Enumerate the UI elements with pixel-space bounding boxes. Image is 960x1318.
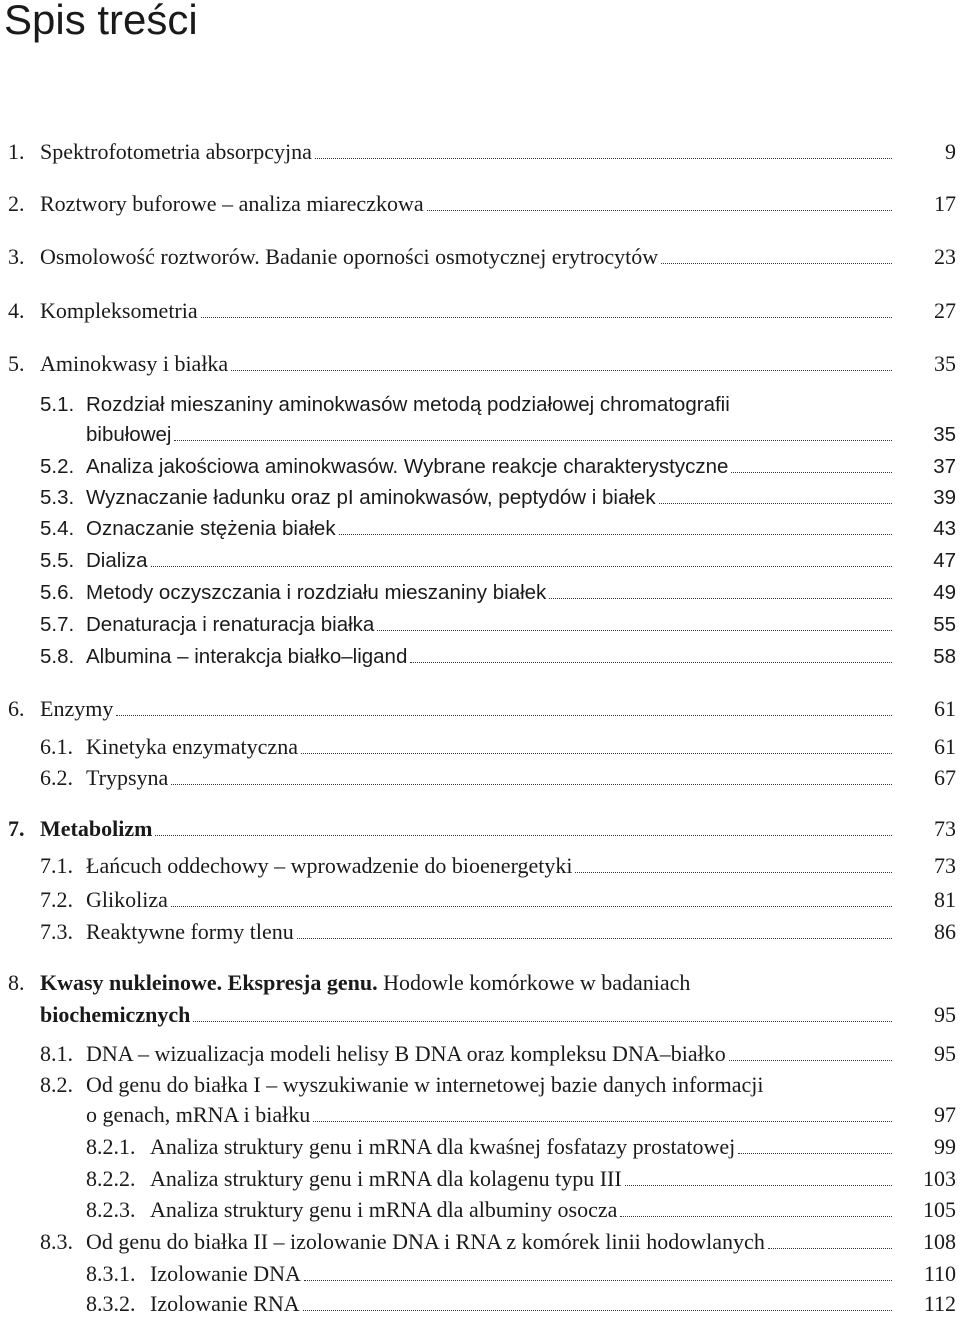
toc-entry[interactable]	[150, 1133, 896, 1161]
toc-page-number: 35	[933, 423, 956, 446]
toc-entry-number: 5.7.	[40, 613, 75, 636]
dot-leader	[151, 566, 892, 567]
toc-page-number: 99	[934, 1134, 956, 1159]
toc-entry-number: 5.5.	[40, 549, 75, 572]
dot-leader	[301, 753, 892, 754]
toc-entry[interactable]	[40, 190, 896, 218]
toc-entry[interactable]	[40, 297, 896, 325]
toc-entry[interactable]	[86, 1071, 956, 1099]
toc-entry-number: 3.	[8, 244, 25, 269]
toc-entry[interactable]	[150, 1290, 896, 1318]
toc-entry-number: 8.3.2.	[86, 1291, 136, 1316]
dot-leader	[304, 1280, 892, 1281]
toc-entry-number: 2.	[8, 191, 25, 216]
toc-entry-title: Kinetyka enzymatyczna	[86, 734, 298, 759]
toc-page-number: 86	[934, 919, 956, 944]
dot-leader	[738, 1153, 892, 1154]
toc-entry-number: 7.2.	[40, 887, 73, 912]
toc-entry-continuation[interactable]	[40, 1001, 896, 1029]
toc-entry-title: DNA – wizualizacja modeli helisy B DNA oraz kompleksu DNA–białko	[86, 1041, 726, 1066]
toc-entry-title: Analiza jakościowa aminokwasów. Wybrane reakcje charakterystyczne	[86, 455, 729, 478]
dot-leader	[116, 715, 892, 716]
toc-page-number: 103	[923, 1166, 956, 1191]
toc-entry-title: Łańcuch oddechowy – wprowadzenie do bioenergetyki	[86, 853, 573, 878]
dot-leader	[661, 263, 892, 264]
dot-leader	[231, 370, 892, 371]
toc-entry[interactable]	[86, 852, 896, 880]
dot-leader	[339, 534, 892, 535]
toc-entry[interactable]	[86, 733, 896, 761]
toc-entry-title: Analiza struktury genu i mRNA dla kolagenu typu III	[150, 1166, 622, 1191]
toc-entry-number: 1.	[8, 139, 25, 164]
toc-entry-title: Analiza struktury genu i mRNA dla albuminy osocza	[150, 1197, 618, 1222]
toc-page-number: 73	[934, 853, 956, 878]
toc-entry-number: 8.3.	[40, 1229, 73, 1254]
toc-entry-title-continuation: bibułowej	[86, 423, 172, 446]
toc-entry-continuation[interactable]	[86, 1101, 896, 1129]
toc-page-number: 58	[933, 645, 956, 668]
toc-entry-number: 6.	[8, 696, 25, 721]
dot-leader	[575, 872, 892, 873]
toc-page-number: 39	[933, 486, 956, 509]
toc-entry-title: Dializa	[86, 549, 148, 572]
dot-leader	[410, 662, 892, 663]
toc-entry-title: Metabolizm	[40, 816, 153, 841]
toc-page-number: 35	[934, 351, 956, 376]
toc-entry[interactable]	[150, 1260, 896, 1288]
toc-page-number: 95	[934, 1002, 956, 1027]
toc-entry-continuation[interactable]	[86, 421, 896, 449]
toc-entry[interactable]	[86, 886, 896, 914]
toc-page-number: 108	[923, 1229, 956, 1254]
toc-entry[interactable]	[86, 611, 896, 639]
toc-entry[interactable]	[40, 815, 896, 843]
dot-leader	[768, 1248, 892, 1249]
toc-entry-title-continuation: o genach, mRNA i białku	[86, 1102, 311, 1127]
toc-entry-title: Rozdział mieszaniny aminokwasów metodą podziałowej chromatografii	[86, 393, 730, 416]
toc-entry[interactable]	[86, 1040, 896, 1068]
dot-leader	[171, 906, 892, 907]
dot-leader	[171, 784, 892, 785]
toc-entry-title: Izolowanie RNA	[150, 1291, 300, 1316]
toc-entry-number: 8.1.	[40, 1041, 73, 1066]
toc-entry[interactable]	[40, 243, 896, 271]
dot-leader	[297, 938, 892, 939]
toc-entry-title: Od genu do białka II – izolowanie DNA i RNA z komórek linii hodowlanych	[86, 1229, 765, 1254]
toc-page-number: 61	[934, 734, 956, 759]
toc-entry[interactable]	[86, 579, 896, 607]
toc-entry-number: 8.3.1.	[86, 1261, 136, 1286]
toc-entry-number: 5.	[8, 351, 25, 376]
dot-leader	[377, 630, 892, 631]
toc-entry-number: 8.	[8, 970, 25, 995]
toc-entry-number: 5.6.	[40, 581, 75, 604]
toc-entry-title: Analiza struktury genu i mRNA dla kwaśnej fosfatazy prostatowej	[150, 1134, 736, 1159]
toc-entry[interactable]	[150, 1196, 896, 1224]
dot-leader	[313, 1121, 892, 1122]
toc-entry-number: 8.2.1.	[86, 1134, 136, 1159]
dot-leader	[549, 598, 892, 599]
toc-entry-title: Wyznaczanie ładunku oraz pI aminokwasów, peptydów i białek	[86, 486, 656, 509]
toc-entry-title: Osmolowość roztworów. Badanie oporności osmotycznej erytrocytów	[40, 244, 659, 269]
toc-entry-number: 6.2.	[40, 765, 73, 790]
toc-page-number: 110	[923, 1261, 956, 1286]
toc-page-number: 23	[934, 244, 956, 269]
toc-page-number: 112	[923, 1291, 956, 1316]
toc-entry-title: Spektrofotometria absorpcyjna	[40, 139, 312, 164]
toc-page-number: 49	[933, 581, 956, 604]
toc-page-number: 27	[934, 298, 956, 323]
toc-entry-title: Oznaczanie stężenia białek	[86, 517, 336, 540]
toc-entry[interactable]	[86, 1228, 896, 1256]
toc-entry-title: Reaktywne formy tlenu	[86, 919, 294, 944]
toc-entry[interactable]	[86, 391, 956, 419]
toc-entry-number: 8.2.	[40, 1072, 73, 1097]
toc-page-number: 95	[934, 1041, 956, 1066]
toc-entry[interactable]	[86, 764, 896, 792]
dot-leader	[729, 1060, 892, 1061]
dot-leader	[625, 1185, 892, 1186]
dot-leader	[659, 503, 892, 504]
dot-leader	[174, 440, 892, 441]
toc-entry[interactable]	[40, 138, 896, 166]
toc-entry-title: Kwasy nukleinowe. Ekspresja genu. Hodowle komórkowe w badaniach	[40, 970, 691, 995]
toc-entry-number: 5.3.	[40, 486, 75, 509]
toc-entry-title-continuation: biochemicznych	[40, 1002, 191, 1027]
dot-leader	[193, 1021, 892, 1022]
toc-entry[interactable]	[40, 969, 956, 997]
toc-entry[interactable]	[86, 515, 896, 543]
toc-page-number: 37	[933, 455, 956, 478]
toc-page-number: 17	[934, 191, 956, 216]
toc-entry-title: Albumina – interakcja białko–ligand	[86, 645, 408, 668]
toc-entry-number: 4.	[8, 298, 25, 323]
toc-entry-title: Glikoliza	[86, 887, 168, 912]
dot-leader	[315, 158, 892, 159]
toc-entry-number: 5.8.	[40, 645, 75, 668]
toc-entry-number: 7.1.	[40, 853, 73, 878]
toc-entry[interactable]	[150, 1165, 896, 1193]
toc-entry-title: Trypsyna	[86, 765, 169, 790]
toc-entry[interactable]	[40, 350, 896, 378]
dot-leader	[427, 210, 892, 211]
toc-entry-title: Roztwory buforowe – analiza miareczkowa	[40, 191, 424, 216]
toc-entry-number: 7.3.	[40, 919, 73, 944]
toc-page-number: 9	[945, 139, 956, 164]
toc-entry[interactable]	[86, 643, 896, 671]
toc-page-number: 55	[933, 613, 956, 636]
toc-entry-title: Od genu do białka I – wyszukiwanie w internetowej bazie danych informacji	[86, 1072, 764, 1097]
toc-entry-number: 5.4.	[40, 517, 75, 540]
toc-page-number: 105	[923, 1197, 956, 1222]
toc-page-number: 61	[934, 696, 956, 721]
dot-leader	[155, 835, 892, 836]
toc-page-number: 43	[933, 517, 956, 540]
toc-page-number: 97	[934, 1102, 956, 1127]
dot-leader	[201, 317, 892, 318]
toc-entry[interactable]	[86, 547, 896, 575]
toc-entry-number: 6.1.	[40, 734, 73, 759]
toc-entry-title: Izolowanie DNA	[150, 1261, 301, 1286]
dot-leader	[731, 472, 892, 473]
page-title: Spis treści	[4, 0, 198, 43]
toc-page-number: 67	[934, 765, 956, 790]
toc-entry[interactable]	[86, 453, 896, 481]
toc-page-number: 81	[934, 887, 956, 912]
toc-entry-number: 8.2.3.	[86, 1197, 136, 1222]
toc-entry[interactable]	[86, 918, 896, 946]
toc-entry-title: Enzymy	[40, 696, 114, 721]
toc-entry-number: 5.2.	[40, 455, 75, 478]
toc-entry-title: Denaturacja i renaturacja białka	[86, 613, 375, 636]
toc-entry-number: 8.2.2.	[86, 1166, 136, 1191]
toc-entry-number: 5.1.	[40, 393, 75, 416]
toc-entry-title: Metody oczyszczania i rozdziału mieszaniny białek	[86, 581, 547, 604]
toc-entry[interactable]	[86, 484, 896, 512]
toc-page-number: 73	[934, 816, 956, 841]
toc-entry[interactable]	[40, 695, 896, 723]
toc-entry-number: 7.	[8, 816, 25, 841]
dot-leader	[620, 1216, 892, 1217]
toc-page-number: 47	[933, 549, 956, 572]
toc-entry-title: Kompleksometria	[40, 298, 198, 323]
dot-leader	[303, 1310, 892, 1311]
toc-entry-title: Aminokwasy i białka	[40, 351, 229, 376]
